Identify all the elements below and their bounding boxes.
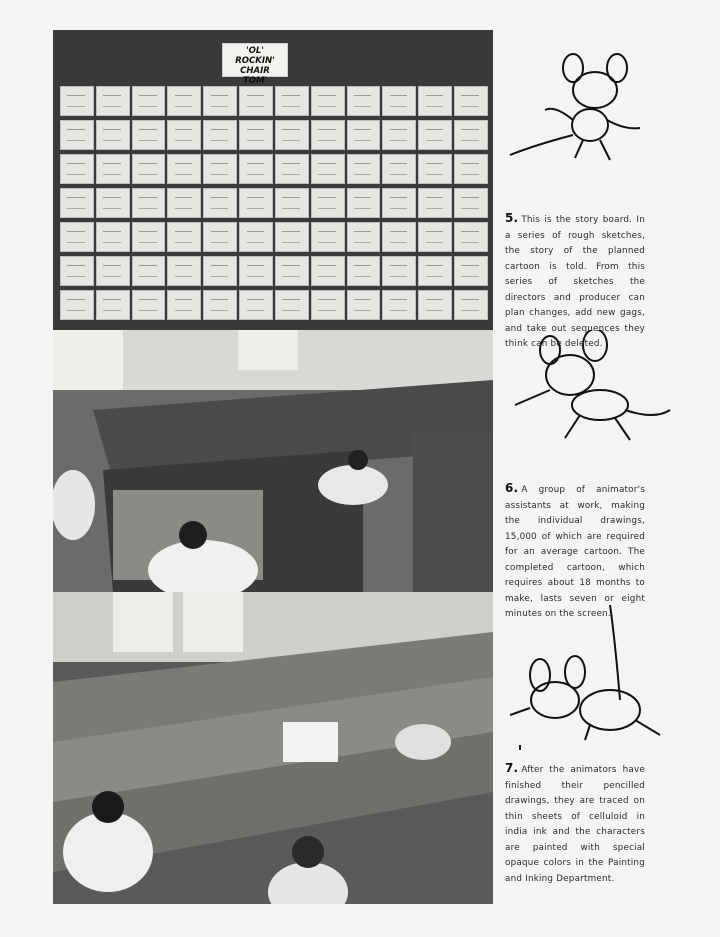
- storyboard-sketch: [382, 86, 416, 116]
- storyboard-sketch: [382, 256, 416, 286]
- storyboard-sketch: [60, 86, 94, 116]
- painting-inking-photo: [53, 592, 493, 904]
- storyboard-sketch: [203, 120, 237, 150]
- storyboard-sketch: [275, 188, 309, 218]
- storyboard-sketch: [275, 120, 309, 150]
- storyboard-sketch: [418, 86, 452, 116]
- storyboard-sketch: [96, 256, 130, 286]
- storyboard-sketch: [382, 222, 416, 252]
- storyboard-sketch: [418, 222, 452, 252]
- storyboard-sketch: [382, 188, 416, 218]
- storyboard-sketch: [382, 290, 416, 320]
- caption-animators: [505, 481, 645, 623]
- storyboard-sketch: [132, 120, 166, 150]
- window: [183, 592, 243, 652]
- storyboard-sketch: [418, 290, 452, 320]
- storyboard-sketch: [239, 222, 273, 252]
- storyboard-sketch: [347, 290, 381, 320]
- window: [53, 330, 123, 390]
- storyboard-sketch: [418, 188, 452, 218]
- storyboard-sketch: [167, 290, 201, 320]
- storyboard-sketch: [454, 256, 488, 286]
- storyboard-sketch: [96, 154, 130, 184]
- worker: [318, 465, 388, 505]
- worker-head: [348, 450, 368, 470]
- worker-head: [292, 836, 324, 868]
- storyboard-row: [60, 222, 488, 252]
- animator-assistants-photo: [53, 330, 493, 592]
- worker-head: [179, 521, 207, 549]
- storyboard-sketch: [167, 256, 201, 286]
- storyboard-sketch: [311, 222, 345, 252]
- storyboard-sketch: [203, 188, 237, 218]
- storyboard-sketch: [203, 86, 237, 116]
- storyboard-sketch: [311, 120, 345, 150]
- storyboard-sketch: [454, 86, 488, 116]
- storyboard-sketch: [275, 154, 309, 184]
- caption-inking: [505, 761, 645, 887]
- storyboard-row: [60, 256, 488, 286]
- caption-text: After the animators have finished their pencilled drawings, they are traced on thin sheets of celluloid in india ink and the characters are painted with special opaque colors in the Painting and Inking Department.: [505, 765, 645, 884]
- storyboard-sketch: [96, 86, 130, 116]
- storyboard-sketch: [311, 290, 345, 320]
- caption-text: A group of animator's assistants at work, making the individual drawings, 15,000 of which are required for an average cartoon. The completed cartoon, which requires about 18 months to make, lasts seven or eight minutes on the screen.: [505, 485, 645, 619]
- light-box: [283, 722, 338, 762]
- jerry-mouse-sketch-crouching: [510, 600, 675, 750]
- worker: [268, 862, 348, 904]
- storyboard-sketch: [60, 290, 94, 320]
- storyboard-sketch: [203, 290, 237, 320]
- caption-number: 5.: [505, 211, 519, 225]
- storyboard-sketch: [167, 222, 201, 252]
- storyboard-sketch: [454, 290, 488, 320]
- storyboard-sketch: [275, 256, 309, 286]
- storyboard-sketch: [311, 256, 345, 286]
- worker: [53, 470, 95, 540]
- storyboard-sketch: [132, 188, 166, 218]
- storyboard-sketch: [382, 154, 416, 184]
- sign-line: 'OL': [246, 46, 264, 56]
- storyboard-sketch: [203, 222, 237, 252]
- storyboard-sketch: [454, 188, 488, 218]
- storyboard-sketch: [203, 154, 237, 184]
- storyboard-sketch: [239, 256, 273, 286]
- storyboard-sketch-grid: [60, 86, 488, 326]
- storyboard-sketch: [275, 222, 309, 252]
- storyboard-sketch: [454, 120, 488, 150]
- storyboard-sketch: [132, 290, 166, 320]
- storyboard-sketch: [96, 120, 130, 150]
- animator-room-illustration: [53, 330, 493, 592]
- storyboard-sketch: [454, 154, 488, 184]
- storyboard-sketch: [454, 222, 488, 252]
- worker: [63, 812, 153, 892]
- sign-line: TOM': [242, 76, 268, 86]
- storyboard-sketch: [311, 154, 345, 184]
- storyboard-row: [60, 290, 488, 320]
- storyboard-sketch: [132, 86, 166, 116]
- storyboard-sketch: [132, 256, 166, 286]
- storyboard-sketch: [311, 86, 345, 116]
- storyboard-row: [60, 188, 488, 218]
- sign-line: ROCKIN' CHAIR: [235, 56, 275, 76]
- storyboard-sketch: [239, 290, 273, 320]
- worker: [395, 724, 451, 760]
- storyboard-sketch: [96, 188, 130, 218]
- storyboard-sketch: [418, 120, 452, 150]
- caption-storyboard: [505, 211, 645, 353]
- storyboard-row: [60, 154, 488, 184]
- storyboard-title-sign: [222, 43, 288, 86]
- storyboard-sketch: [167, 120, 201, 150]
- storyboard-sketch: [60, 154, 94, 184]
- storyboard-sketch: [347, 120, 381, 150]
- window: [238, 330, 298, 370]
- storyboard-sketch: [347, 222, 381, 252]
- storyboard-sketch: [239, 154, 273, 184]
- storyboard-sketch: [382, 120, 416, 150]
- storyboard-sketch: [96, 222, 130, 252]
- storyboard-sketch: [203, 256, 237, 286]
- storyboard-sketch: [132, 154, 166, 184]
- caption-text: This is the story board. In a series of rough sketches, the story of the planned cartoon is told. From this series of sketches the directors and producer can plan changes, add new gags, and take out sequences they think can be deleted.: [505, 215, 645, 349]
- storyboard-sketch: [60, 256, 94, 286]
- storyboard-sketch: [418, 256, 452, 286]
- storyboard-sketch: [275, 290, 309, 320]
- cabinet: [413, 430, 493, 592]
- storyboard-sketch: [60, 188, 94, 218]
- window: [113, 592, 173, 652]
- worker-head: [92, 791, 124, 823]
- storyboard-sketch: [347, 256, 381, 286]
- storyboard-sketch: [239, 86, 273, 116]
- storyboard-sketch: [311, 188, 345, 218]
- storyboard-row: [60, 120, 488, 150]
- jerry-mouse-sketch-running: [505, 50, 650, 170]
- storyboard-sketch: [60, 222, 94, 252]
- storyboard-sketch: [347, 154, 381, 184]
- storyboard-sketch: [167, 154, 201, 184]
- storyboard-sketch: [347, 188, 381, 218]
- storyboard-row: [60, 86, 488, 116]
- storyboard-sketch: [60, 120, 94, 150]
- storyboard-sketch: [167, 86, 201, 116]
- storyboard-sketch: [132, 222, 166, 252]
- inking-room-illustration: [53, 592, 493, 904]
- caption-number: 7.: [505, 761, 519, 775]
- storyboard-sketch: [167, 188, 201, 218]
- caption-number: 6.: [505, 481, 519, 495]
- storyboard-sketch: [347, 86, 381, 116]
- storyboard-sketch: [96, 290, 130, 320]
- storyboard-sketch: [239, 120, 273, 150]
- storyboard-sketch: [275, 86, 309, 116]
- storyboard-sketch: [418, 154, 452, 184]
- storyboard-sketch: [239, 188, 273, 218]
